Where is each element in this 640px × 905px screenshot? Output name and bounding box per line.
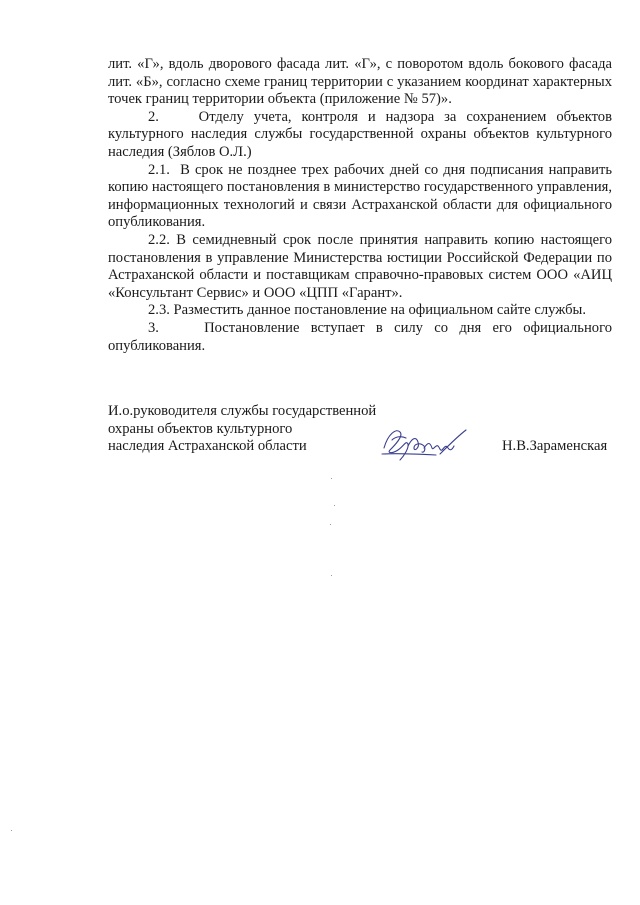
signatory-name: Н.В.Зараменская — [502, 438, 608, 454]
signatory-position — [108, 403, 398, 456]
position-line: наследия Астраханской области — [108, 438, 307, 455]
paragraph-continuation: лит. «Г», вдоль дворового фасада лит. «Г», с поворотом вдоль бокового фасада лит. «Б», согласно схеме границ территории с указанием координат характерных точек границ территории объекта (приложение № 57)». — [108, 56, 612, 108]
paragraph-item-3: 3. Постановление вступает в силу со дня его официального опубликования. — [108, 319, 612, 354]
scan-speck — [331, 478, 332, 479]
handwritten-signature — [378, 420, 470, 464]
paragraph-item-2-2: 2.2. В семидневный срок после принятия направить копию настоящего постановления в управление Министерства юстиции Российской Федерации по Астраханской области и поставщикам справочно-правовых систем ООО «АИЦ «Консультант Сервис» и ООО «ЦПП «Гарант». — [108, 231, 612, 301]
scan-speck — [330, 524, 331, 525]
document-body — [108, 56, 612, 355]
paragraph-item-2-1: 2.1. В срок не позднее трех рабочих дней со дня подписания направить копию настоящего постановления в министерство государственного управления, информационных технологий и связи Астраханской области для официального опубликования. — [108, 161, 612, 231]
position-line: И.о.руководителя службы государственной — [108, 403, 377, 419]
paragraph-item-2-3: 2.3. Разместить данное постановление на официальном сайте службы. — [148, 302, 586, 319]
position-line: охраны объектов культурного — [108, 420, 293, 437]
scan-speck — [11, 830, 12, 831]
scan-speck — [331, 575, 332, 576]
paragraph-item-2: 2. Отделу учета, контроля и надзора за сохранением объектов культурного наследия службы государственной охраны объектов культурного наследия (Зяблов О.Л.) — [108, 108, 612, 160]
scan-speck — [334, 505, 335, 506]
